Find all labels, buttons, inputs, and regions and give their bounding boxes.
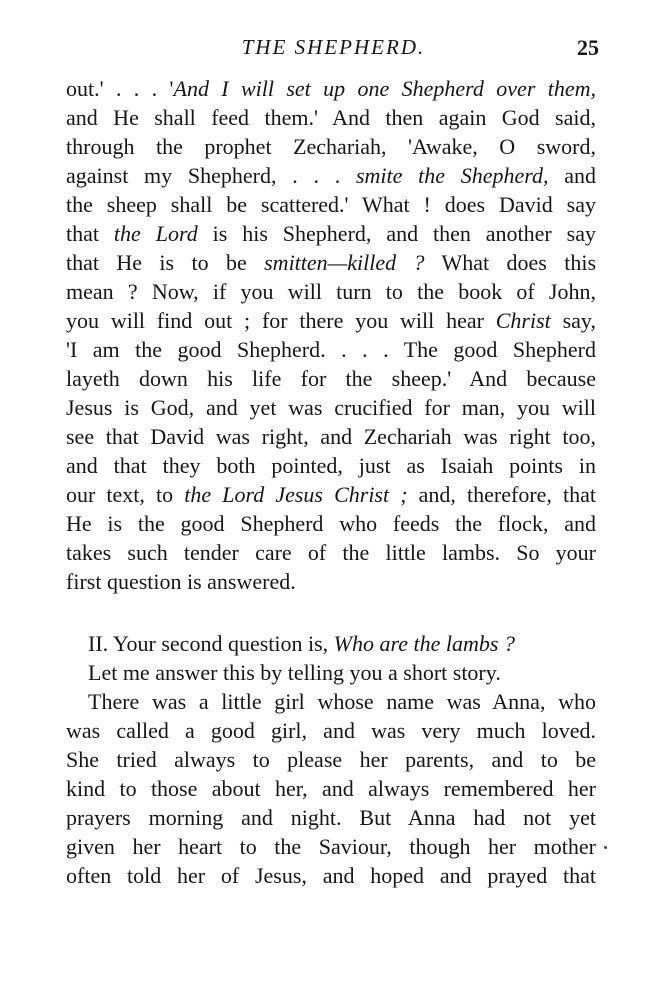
text-run: you will find out ; for there you will hear — [66, 308, 496, 333]
text-run: say, — [550, 308, 596, 333]
italic-text: the Lord Jesus Christ ; — [184, 482, 408, 507]
text-run: mean ? Now, if you will turn to the book of John, — [66, 279, 596, 304]
text-line — [66, 219, 596, 248]
running-title: THE SHEPHERD. — [241, 35, 426, 59]
text-line — [66, 687, 596, 716]
text-run: and He shall feed them.' And then again God said, — [66, 105, 596, 130]
italic-text: smitten—killed ? — [264, 250, 425, 275]
text-line — [66, 335, 596, 364]
text-run: What does this — [424, 250, 597, 275]
italic-text: And I will set up one Shepherd over them, — [173, 76, 597, 101]
text-run: 'I am the good Shepherd. . . . The good Shepherd — [66, 337, 596, 362]
text-run: and — [548, 163, 596, 188]
text-run: II. Your second question is, — [88, 631, 334, 656]
text-run: see that David was right, and Zechariah was right too, — [66, 424, 596, 449]
italic-text: smite the Shepherd, — [355, 163, 549, 188]
text-line — [66, 277, 596, 306]
text-run: first question is answered. — [66, 569, 296, 594]
paragraph-gap — [66, 596, 596, 629]
text-run: layeth down his life for the sheep.' And because — [66, 366, 596, 391]
text-run: is his Shepherd, and then another say — [197, 221, 597, 246]
text-run: She tried always to please her parents, and to be — [66, 747, 596, 772]
text-line — [66, 248, 596, 277]
text-line — [66, 538, 596, 567]
text-line — [66, 103, 596, 132]
text-line — [66, 451, 596, 480]
text-line — [66, 364, 596, 393]
text-run: takes such tender care of the little lambs. So your — [66, 540, 596, 565]
text-line — [66, 161, 596, 190]
page-number: 25 — [577, 35, 599, 60]
text-run: prayers morning and night. But Anna had not yet — [66, 805, 596, 830]
text-line — [66, 861, 596, 890]
text-line — [66, 74, 596, 103]
text-run: that — [66, 221, 114, 246]
running-head — [0, 33, 667, 65]
text-line — [66, 803, 596, 832]
text-line — [66, 629, 596, 658]
text-run: was called a good girl, and was very much loved. — [66, 718, 596, 743]
text-run: that He is to be — [66, 250, 265, 275]
text-line — [66, 132, 596, 161]
text-line — [66, 745, 596, 774]
text-run: the sheep shall be scattered.' What ! does David say — [66, 192, 596, 217]
text-run: out.' . . . ' — [66, 76, 174, 101]
text-line — [66, 190, 596, 219]
text-line — [66, 658, 596, 687]
text-line — [66, 393, 596, 422]
text-run: and that they both pointed, just as Isaiah points in — [66, 453, 596, 478]
italic-text: Christ — [495, 308, 551, 333]
text-run: Let me answer this by telling you a short story. — [88, 660, 501, 685]
italic-text: the Lord — [113, 221, 198, 246]
body-text — [66, 74, 596, 890]
text-run: Jesus is God, and yet was crucified for man, you will — [66, 395, 596, 420]
text-run: through the prophet Zechariah, 'Awake, O sword, — [66, 134, 596, 159]
text-line — [66, 567, 596, 596]
text-run: He is the good Shepherd who feeds the flock, and — [66, 511, 596, 536]
text-run: against my Shepherd, . . . — [66, 163, 356, 188]
text-run: our text, to — [66, 482, 185, 507]
text-line — [66, 306, 596, 335]
text-run: kind to those about her, and always remembered her — [66, 776, 596, 801]
text-run: often told her of Jesus, and hoped and prayed that — [66, 863, 596, 888]
text-line — [66, 422, 596, 451]
text-line — [66, 509, 596, 538]
text-line — [66, 716, 596, 745]
italic-text: Who are the lambs ? — [333, 631, 515, 656]
text-line — [66, 832, 596, 861]
print-speck — [604, 846, 607, 849]
text-line — [66, 480, 596, 509]
text-run: There was a little girl whose name was Anna, who — [88, 689, 596, 714]
text-run: and, therefore, that — [407, 482, 597, 507]
text-run: given her heart to the Saviour, though her mother — [66, 834, 596, 859]
text-line — [66, 774, 596, 803]
